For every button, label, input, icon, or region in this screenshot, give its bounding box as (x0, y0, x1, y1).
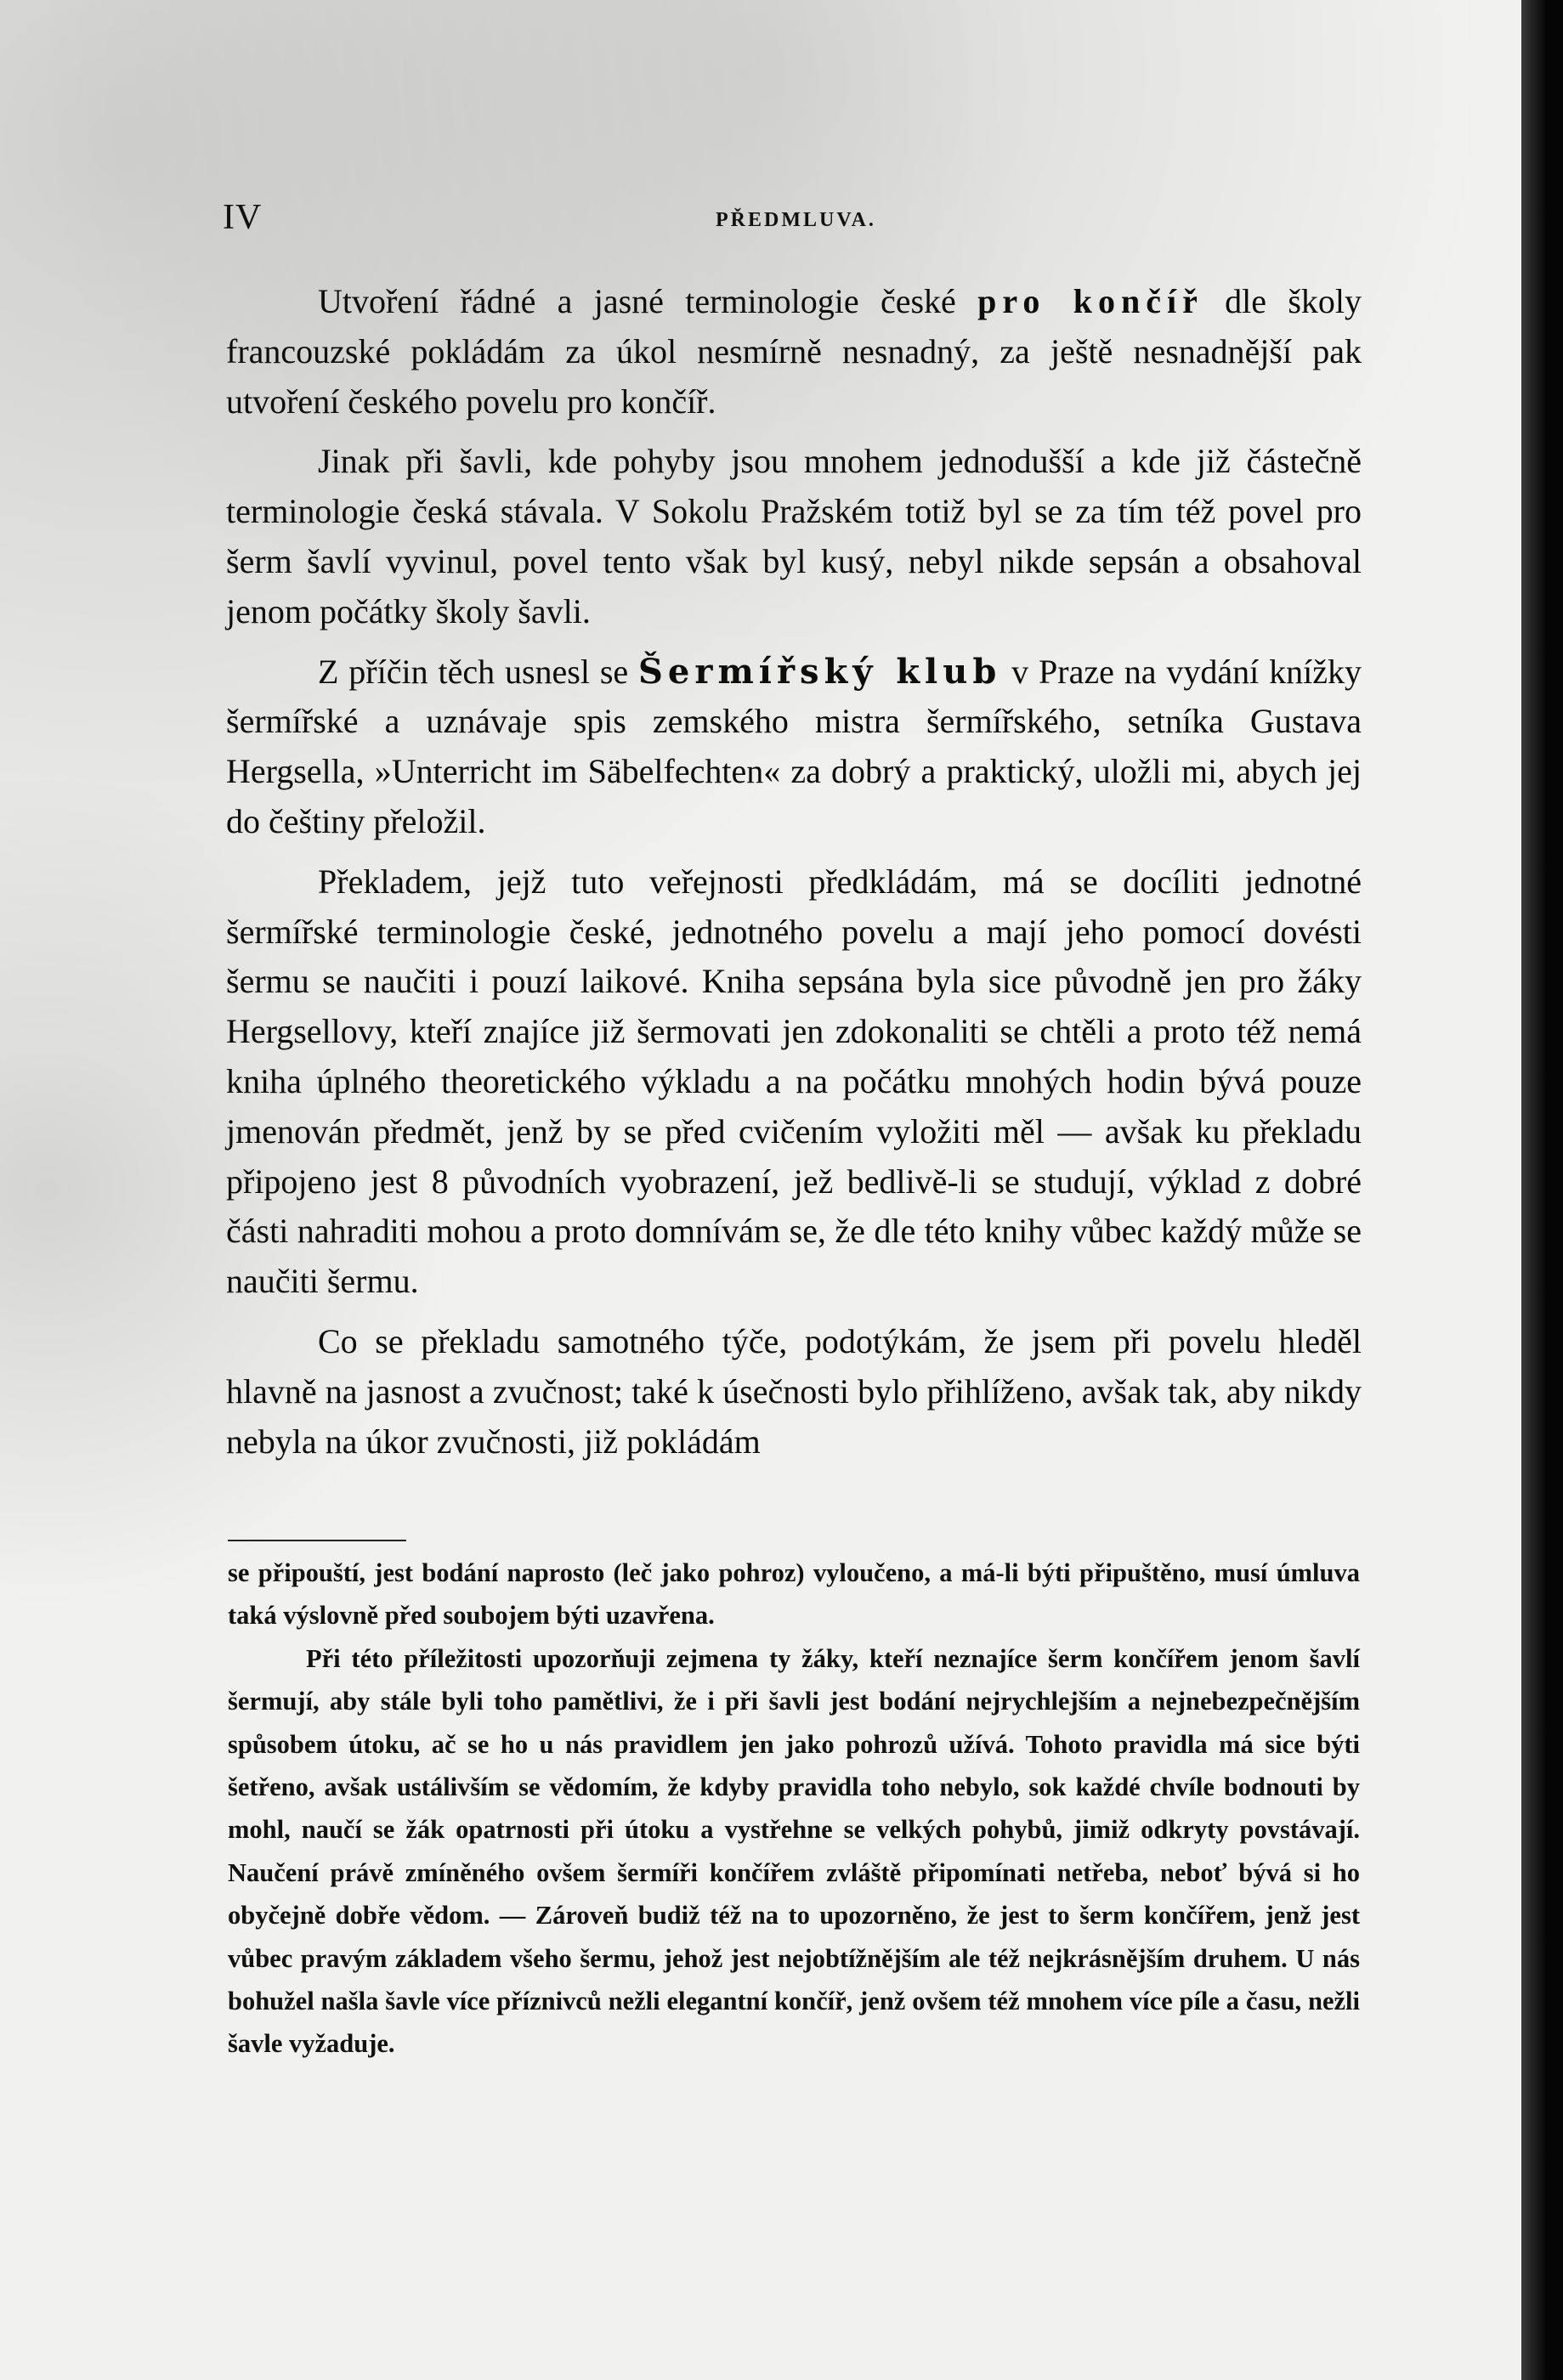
page-number: IV (223, 198, 263, 237)
paragraph: Jinak při šavli, kde pohyby jsou mnohem jednodušší a kde již částečně terminologie česká stávala. V Sokolu Pražském totiž byl se za tím též povel pro šerm šavlí vyvinul, povel tento však byl kusý, nebyl nikde sepsán a obsahoval jenom počátky školy šavli. (226, 442, 1362, 630)
paragraph (226, 647, 1362, 847)
paragraph: Překladem, jejž tuto veřejnosti předkládám, má se docíliti jednotné šermířské terminologie české, jednotného povelu a mají jeho pomocí dovésti šermu se naučiti i pouzí laikové. Kniha sepsána byla sice původně jen pro žáky Hergsellovy, kteří znajíce již šermovati jen zdokonaliti se chtěli a proto též nemá kniha úplného theoretického výkladu a na počátku mnohých hodin bývá pouze jmenován předmět, jenž by se před cvičením vyložiti měl — avšak ku překladu připojeno jest 8 původních vyobrazení, jež bedlivě-li se studují, výklad z dobré části nahraditi mohou a proto domnívám se, že dle této knihy vůbec každý může se naučiti šermu. (226, 862, 1362, 1301)
footnote: se připouští, jest bodání naprosto (leč jako pohroz) vyloučeno, a má-li býti připuštěno, musí úmluva taká výslovně před soubojem býti uzavřena. (228, 1558, 1360, 1631)
paragraph-text: v Praze na vydání knížky šermířské a uznávaje spis zemského mistra šermířského, setníka Gustava Hergsella, »Unterricht im Säbelfechten« za dobrý a praktický, uložli mi, abych jej do češtiny přeložil. (226, 652, 1362, 840)
scan-edge (1521, 0, 1563, 2380)
paragraph-text: Utvoření řádné a jasné terminologie české (318, 282, 978, 320)
paragraph: Co se překladu samotného týče, podotýkám, že jsem při povelu hleděl hlavně na jasnost a zvučnost; také k úsečnosti bylo přihlíženo, avšak tak, aby nikdy nebyla na úkor zvučnosti, již pokládám (226, 1321, 1362, 1461)
emphasized-term: pro končíř (977, 282, 1203, 320)
emphasized-club-name: Šermířský klub (638, 651, 1002, 692)
main-text (226, 277, 1362, 1477)
paragraph-text: dle školy francouzské pokládám za úkol nesmírně nesnadný, za ještě nesnadnější pak utvoření českého povelu pro končíř. (226, 282, 1362, 421)
paragraph-text: Z příčin těch usnesl se (318, 652, 639, 691)
page-header (223, 197, 1362, 248)
footnotes (228, 1552, 1360, 2066)
paragraph (226, 277, 1362, 427)
footnote-divider (228, 1540, 406, 1541)
footnote: Při této příležitosti upozorňuji zejmena ty žáky, kteří neznajíce šerm končířem jenom šavlí šermují, aby stále byli toho pamětlivi, že i při šavli jest bodání nejrychlejším a nejnebezpečnějším spůsobem útoku, ač se ho u nás pravidlem jen jako pohrozů užívá. Tohoto pravidla má sice býti šetřeno, avšak ustálivším se vědomím, že kdyby pravidla toho nebylo, sok každé chvíle bodnouti by mohl, naučí se žák opatrnosti při útoku a vystřehne se velkých pohybů, jimiž odkryty povstávají. Naučení právě zmíněného ovšem šermíři končířem zvláště připomínati netřeba, neboť bývá si ho obyčejně dobře vědom. — Zároveň budiž též na to upozorněno, že jest to šerm končířem, jenž jest vůbec pravým základem všeho šermu, jehož jest nejobtížnějším ale též nejkrásnějším druhem. U nás bohužel našla šavle více příznivců nežli elegantní končíř, jenž ovšem též mnohem více píle a času, nežli šavle vyžaduje. (228, 1643, 1360, 2059)
running-title: PŘEDMLUVA. (716, 209, 876, 231)
